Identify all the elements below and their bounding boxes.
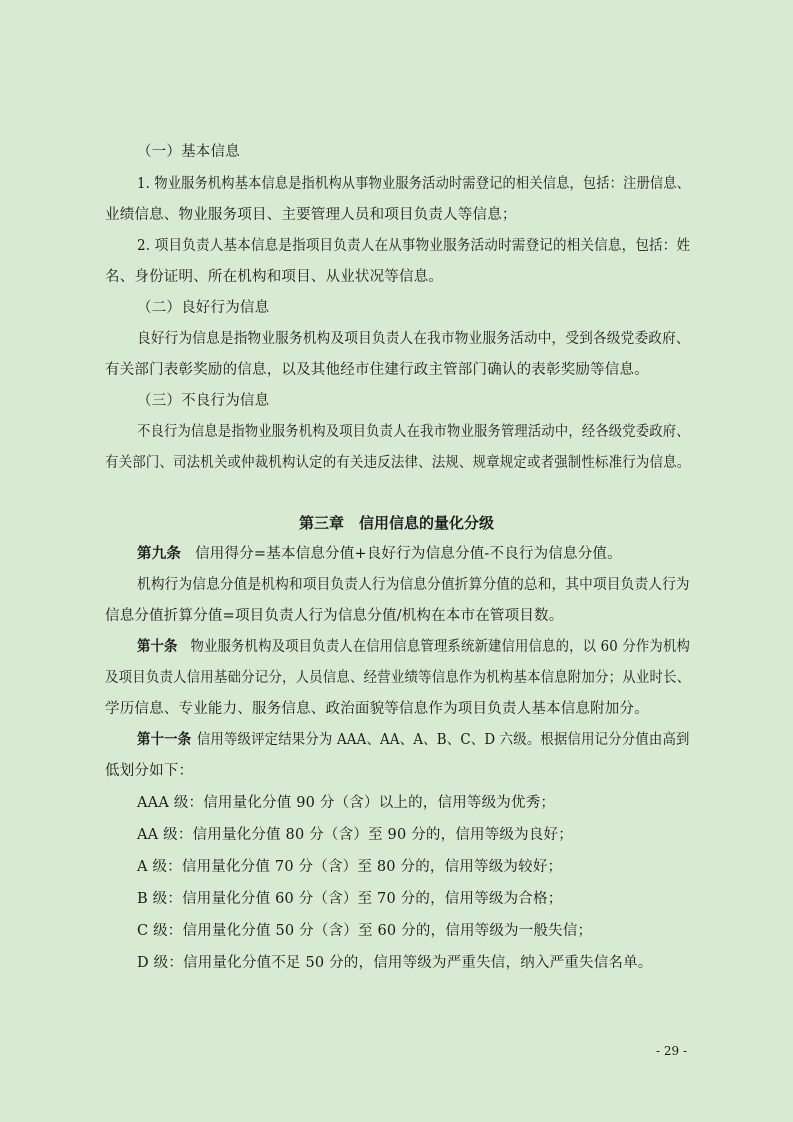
paragraph-line: 1. 物业服务机构基本信息是指机构从事物业服务活动时需登记的相关信息，包括：注册信息、 (137, 176, 691, 192)
paragraph-line: 有关部门表彰奖励的信息，以及其他经市住建行政主管部门确认的表彰奖励等信息。 (105, 362, 649, 378)
paragraph-line: 机构行为信息分值是机构和项目负责人行为信息分值折算分值的总和，其中项目负责人行为 (137, 577, 690, 593)
paragraph-line: 及项目负责人信用基础分记分，人员信息、经营业绩等信息作为机构基本信息附加分；从业时长、 (105, 670, 691, 686)
article-label: 第十一条 (137, 731, 192, 748)
paragraph-line: 有关部门、司法机关或仲裁机构认定的有关违反法律、法规、规章规定或者强制性标准行为信息。 (105, 455, 691, 471)
article-label: 第九条 (137, 545, 182, 562)
article-text: 信用等级评定结果分为 AAA、AA、A、B、C、D 六级。根据信用记分分值由高到 (196, 732, 690, 748)
paragraph-line: 名、身份证明、所在机构和项目、从业状况等信息。 (105, 269, 444, 285)
paragraph-line: 信息分值折算分值=项目负责人行为信息分值/机构在本市在管项目数。 (105, 608, 564, 624)
grade-item: D 级：信用量化分值不足 50 分的，信用等级为严重失信，纳入严重失信名单。 (137, 955, 653, 971)
grade-item: A 级：信用量化分值 70 分（含）至 80 分的，信用等级为较好； (137, 859, 563, 875)
grade-item: B 级：信用量化分值 60 分（含）至 70 分的，信用等级为合格； (137, 891, 563, 907)
grade-item: C 级：信用量化分值 50 分（含）至 60 分的，信用等级为一般失信； (137, 923, 593, 939)
grade-item: AA 级：信用量化分值 80 分（含）至 90 分的，信用等级为良好； (137, 827, 573, 843)
article-9 (137, 544, 622, 564)
chapter-title: 第三章 信用信息的量化分级 (298, 514, 494, 532)
section-heading-bad-behavior: （三）不良行为信息 (137, 393, 270, 409)
paragraph-line: 良好行为信息是指物业服务机构及项目负责人在我市物业服务活动中，受到各级党委政府、 (137, 331, 690, 347)
paragraph-line: 不良行为信息是指物业服务机构及项目负责人在我市物业服务管理活动中，经各级党委政府、 (137, 424, 690, 440)
article-label: 第十条 (137, 638, 178, 655)
article-text: 信用得分=基本信息分值+良好行为信息分值-不良行为信息分值。 (195, 546, 622, 562)
section-heading-basic-info: （一）基本信息 (137, 144, 240, 160)
grade-item: AAA 级：信用量化分值 90 分（含）以上的，信用等级为优秀； (137, 795, 556, 811)
section-heading-good-behavior: （二）良好行为信息 (137, 300, 270, 316)
page-number: - 29 - (656, 1044, 688, 1058)
paragraph-line: 学历信息、专业能力、服务信息、政治面貌等信息作为项目负责人基本信息附加分。 (105, 701, 649, 717)
paragraph-line: 低划分如下： (105, 763, 194, 779)
paragraph-line: 业绩信息、物业服务项目、主要管理人员和项目负责人等信息； (105, 207, 517, 223)
paragraph-line: 2. 项目负责人基本信息是指项目负责人在从事物业服务活动时需登记的相关信息，包括：姓 (137, 238, 691, 254)
article-text: 物业服务机构及项目负责人在信用信息管理系统新建信用信息的，以 60 分作为机构 (190, 639, 690, 655)
article-11 (137, 730, 690, 750)
article-10 (137, 637, 690, 657)
